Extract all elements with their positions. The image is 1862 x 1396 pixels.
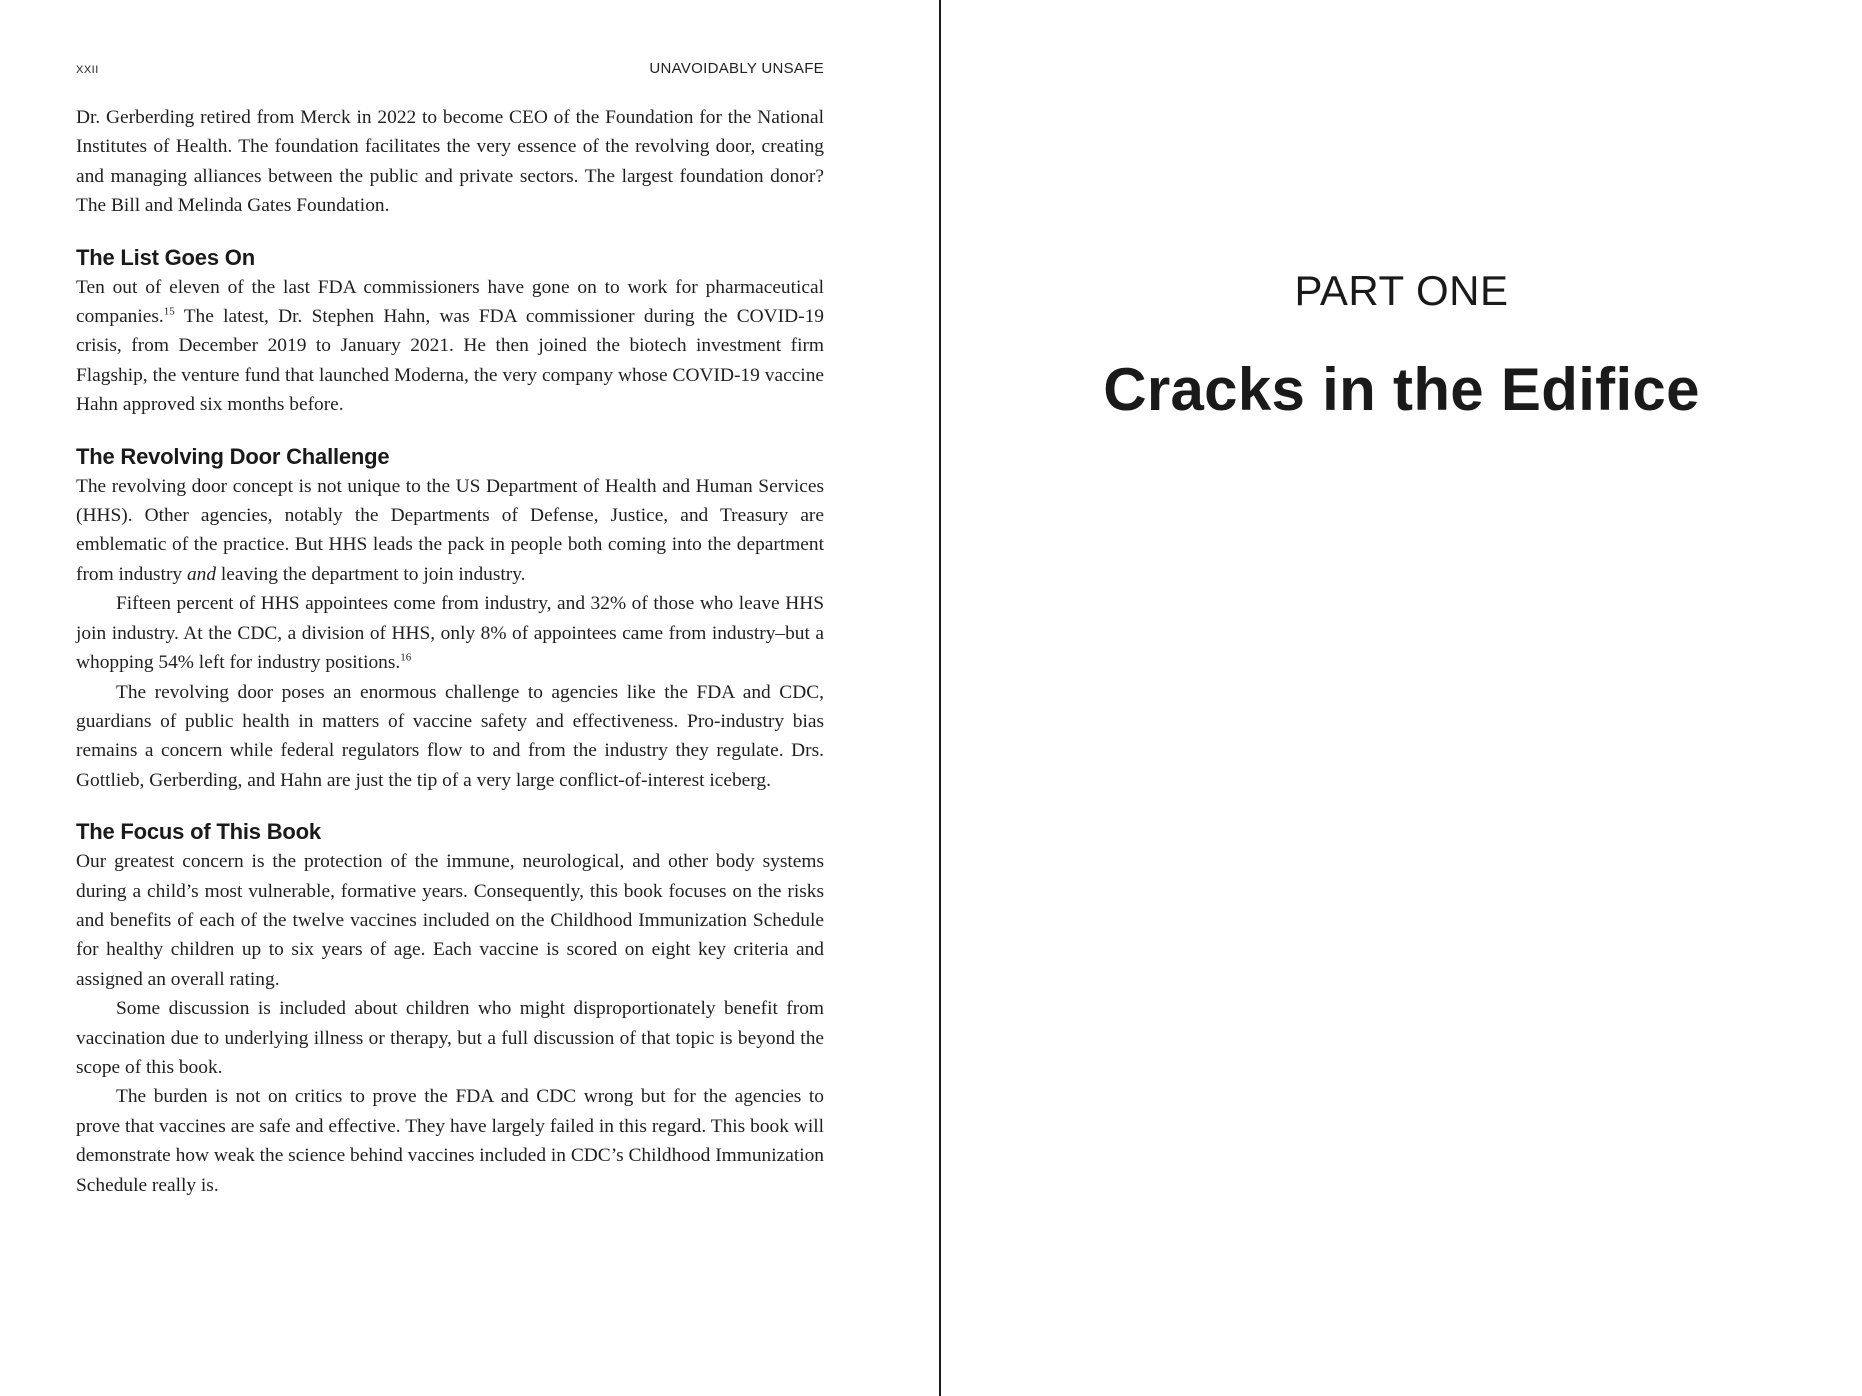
focus-paragraph-2: Some discussion is included about children who might disproportionately benefit from vaccination due to underlying illness or therapy, but a full discussion of that topic is beyond the scope of this book. xyxy=(76,998,824,1078)
right-page xyxy=(941,0,1862,1396)
intro-paragraph: Dr. Gerberding retired from Merck in 2022 to become CEO of the Foundation for the National Institutes of Health. The foundation facilitates the very essence of the revolving door, creating and managing alliances between the public and private sectors. The largest foundation donor? The Bill and Melinda Gates Foundation. xyxy=(76,107,824,217)
running-head-title: UNAVOIDABLY UNSAFE xyxy=(649,60,824,77)
revolving-door-paragraph-2: Fifteen percent of HHS appointees come from industry, and 32% of those who leave HHS join industry. At the CDC, a division of HHS, only 8% of appointees came from industry–but a whopping 54% left for industry positions.$^{16}$ xyxy=(76,593,824,674)
section-heading-list-goes-on: The List Goes On xyxy=(76,244,255,270)
focus-paragraph-3: The burden is not on critics to prove the FDA and CDC wrong but for the agencies to prove that vaccines are safe and effective. They have largely failed in this regard. This book will demonstrate how weak the science behind vaccines included in CDC’s Childhood Immunization Schedule really is. xyxy=(76,1086,824,1196)
focus-paragraph-1: Our greatest concern is the protection of the immune, neurological, and other body systems during a child’s most vulnerable, formative years. Consequently, this book focuses on the risks and benefits of each of the twelve vaccines included on the Childhood Immunization Schedule for healthy children up to six years of age. Each vaccine is scored on eight key criteria and assigned an overall rating. xyxy=(76,851,824,990)
page-number: XXII xyxy=(76,64,99,76)
part-label: PART ONE xyxy=(1294,267,1509,314)
revolving-door-paragraph-3: The revolving door poses an enormous challenge to agencies like the FDA and CDC, guardians of public health in matters of vaccine safety and effectiveness. Pro-industry bias remains a concern while federal regulators flow to and from the industry they regulate. Drs. Gottlieb, Gerberding, and Hahn are just the tip of a very large conflict-of-interest iceberg. xyxy=(76,681,824,791)
part-title: Cracks in the Edifice xyxy=(1103,356,1700,423)
list-goes-on-paragraph: Ten out of eleven of the last FDA commissioners have gone on to work for pharmaceutical companies.$^{15}$ The latest, Dr. Stephen Hahn, was FDA commissioner during the COVID-19 crisis, from December 2019 to January 2021. He then joined the biotech investment firm Flagship, the venture fund that launched Moderna, the very company whose COVID-19 vaccine Hahn approved six months before. xyxy=(76,276,824,416)
footnote-ref-16: 16 xyxy=(400,651,412,664)
running-head xyxy=(76,60,824,80)
section-heading-focus: The Focus of This Book xyxy=(76,819,321,845)
body-text xyxy=(76,103,824,1200)
section-heading-revolving-door: The Revolving Door Challenge xyxy=(76,443,390,469)
footnote-ref-15: 15 xyxy=(163,305,175,318)
revolving-door-paragraph-1: The revolving door concept is not unique to the US Department of Health and Human Services (HHS). Other agencies, notably the Departments of Defense, Justice, and Treasury are emblematic of the practice. But HHS leads the pack in people both coming into the department from industry and leaving the department to join industry. xyxy=(76,475,824,585)
